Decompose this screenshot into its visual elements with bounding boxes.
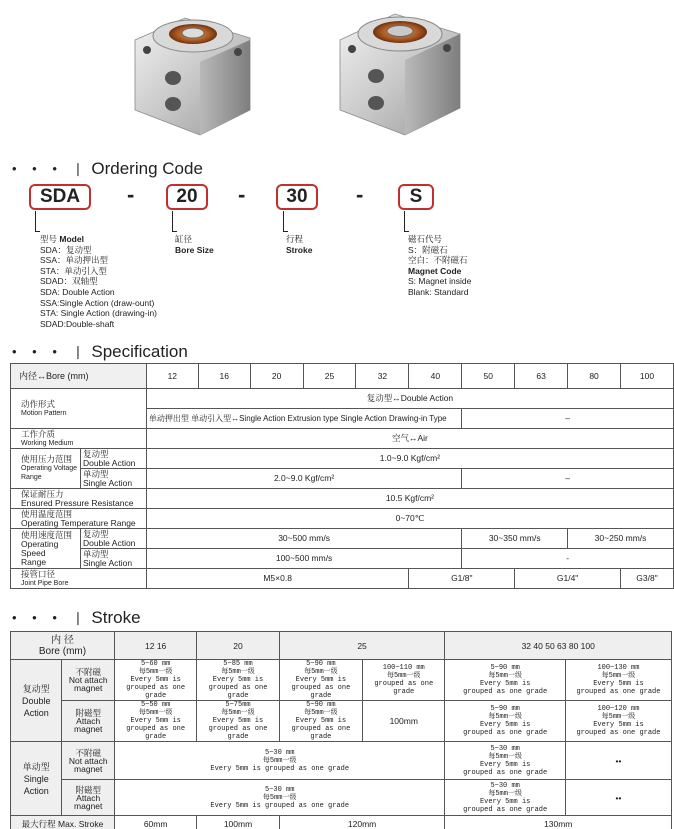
stroke-table [10,631,672,829]
stroke-row-double-nomag: 复动型 Double Action 不附磁 Not attach magnet 5~60 mm 每5mm一级 Every 5mm is grouped as one grade 5~85 mm 每5mm一级 Every 5mm is grouped as one grade 5~90 mm 每5mm一级 Every 5mm is grouped as one grade 100~110 mm 每5mm一级 grouped as one grade 5~90 mm 每5mm一级 Every 5mm is grouped as one grade 100~130 mm 每5mm一级 Every 5mm is grouped as one grade [11,660,672,701]
specification-table: 内径↔Bore (mm) 12 16 20 25 32 40 50 63 80 100 动作形式 Motion Pattern 复动型↔Double Action 单动押出型 单动引入型↔Single Action Extrusion type Single Action Drawing-in Type – 工作介质 Working Medium 空气↔Air 使用压力范围 Operating Voltage Range 复动型 Double Action 1.0~9.0 Kgf/cm² 单动型 Single Action 2.0~9.0 Kgf/cm² – 保证耐压力 Ensured Pressure Resistance 10.5 Kgf/cm² 使用温度范围 Operating Temperature Range 0~70℃ 使用速度范围 Operating Speed Range 复动型 Double Action 30~500 mm/s 30~350 mm/s 30~250 mm/s 单动型 Single Action 100~500 mm/s - 接管口径 Joint Pipe Bore M5×0.8 G1/8" G1/4" G3/8" [10,363,674,589]
cylinder-image-left [135,18,250,135]
specification-title: Specification [91,342,188,361]
specification-heading [12,342,188,362]
stroke-row-max: 最大行程 Max. Stroke 60mm 100mm 120mm 130mm [11,816,672,829]
model-description: 型号 Model SDA：复动型 SSA：单动押出型 STA：单动引入型 SDAD：双轴型 SDA: Double Action SSA:Single Action (draw-ount) STA: Single Action (drawing-in) SDAD:Double-shaft [40,234,158,329]
bullet-dots-icon: • • • ❘ [12,610,90,625]
spec-row-speed: 使用速度范围 Operating Speed Range 复动型 Double Action 30~500 mm/s 30~350 mm/s 30~250 mm/s [11,529,674,549]
stroke-row-single-mag: 附磁型 Attach magnet 5~30 mm 每5mm一级 Every 5mm is grouped as one grade 5~30 mm 每5mm一级 Every 5mm is grouped as one grade •• [11,780,672,816]
code-dash: - [127,182,135,207]
stroke-row-bore: 内 径 Bore (mm) 12 16 20 25 32 40 50 63 80 100 [11,632,672,660]
code-magnet: S [398,184,434,210]
ordering-code-heading [12,159,203,179]
code-dash: - [238,182,246,207]
magnet-description: 磁石代号 S：附磁石 空白：不附磁石 Magnet Code S: Magnet inside Blank: Standard [408,234,472,297]
stroke-heading [12,608,141,628]
bracket-line [172,211,177,232]
stroke-description: 行程 Stroke [286,234,313,255]
spec-row-temperature: 使用温度范围 Operating Temperature Range 0~70℃ [11,509,674,529]
spec-row-bore: 内径↔Bore (mm) 12 16 20 25 32 40 50 63 80 100 [11,364,674,389]
code-model: SDA [29,184,91,210]
bullet-dots-icon: • • • ❘ [12,161,90,176]
code-dash: - [356,182,364,207]
code-bore: 20 [166,184,208,210]
spec-row-motion: 动作形式 Motion Pattern 复动型↔Double Action [11,389,674,409]
bracket-line [283,211,288,232]
bore-description: 缸径 Bore Size [175,234,214,255]
product-images [0,0,674,150]
spec-row-medium: 工作介质 Working Medium 空气↔Air [11,429,674,449]
code-stroke: 30 [276,184,318,210]
stroke-row-single-nomag: 单动型 Single Action 不附磁 Not attach magnet 5~30 mm 每5mm一级 Every 5mm is grouped as one grade 5~30 mm 每5mm一级 Every 5mm is grouped as one grade •• [11,742,672,780]
bracket-line [35,211,40,232]
bullet-dots-icon: • • • ❘ [12,344,90,359]
bracket-line [404,211,409,232]
ordering-code-title: Ordering Code [91,159,203,178]
spec-row-pressure: 使用压力范围 Operating Voltage Range 复动型 Double Action 1.0~9.0 Kgf/cm² [11,449,674,469]
spec-row-joint: 接管口径 Joint Pipe Bore M5×0.8 G1/8" G1/4" G3/8" [11,569,674,589]
stroke-row-double-mag: 附磁型 Attach magnet 5~50 mm 每5mm一级 Every 5mm is grouped as one grade 5~75mm 每5mm一级 Every 5mm is grouped as one grade 5~90 mm 每5mm一级 Every 5mm is grouped as one grade 100mm 5~90 mm 每5mm一级 Every 5mm is grouped as one grade 100~120 mm 每5mm一级 Every 5mm is grouped as one grade [11,701,672,742]
spec-row-ensured: 保证耐压力 Ensured Pressure Resistance 10.5 Kgf/cm² [11,489,674,509]
cylinder-image-right [340,14,460,135]
stroke-title: Stroke [91,608,141,627]
